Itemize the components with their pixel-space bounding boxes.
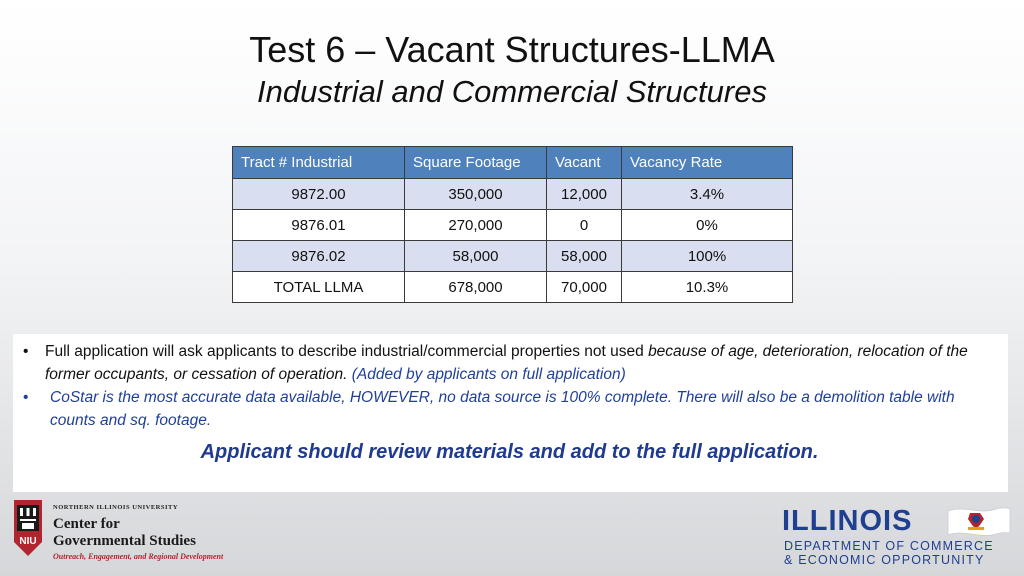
slide-title-block: [0, 28, 1024, 112]
cell-tract: 9872.00: [233, 179, 405, 210]
table-row: [233, 210, 793, 241]
cell-vacancy-rate: 10.3%: [622, 272, 793, 303]
cell-square-footage: 350,000: [405, 179, 547, 210]
bullet-item: [19, 340, 1000, 386]
cell-vacant: 0: [547, 210, 622, 241]
niu-shield-icon: [10, 498, 46, 560]
slide-title: Test 6 – Vacant Structures-LLMA: [249, 29, 775, 70]
dceo-logo: [780, 503, 1016, 565]
table-row: [233, 179, 793, 210]
niu-tagline: Outreach, Engagement, and Regional Development: [53, 552, 224, 561]
cell-tract: 9876.01: [233, 210, 405, 241]
table-row: [233, 241, 793, 272]
table-row-total: [233, 272, 793, 303]
dceo-wordmark: ILLINOIS: [782, 505, 913, 537]
dceo-department-line1: DEPARTMENT OF COMMERCE: [784, 539, 994, 553]
cell-vacant: 58,000: [547, 241, 622, 272]
call-to-action-text: Applicant should review materials and add to the full application.: [200, 441, 819, 463]
bullet-icon: •: [23, 389, 29, 406]
illinois-flag-icon: [946, 503, 1012, 539]
niu-shield-label: NIU: [19, 536, 37, 547]
cell-vacancy-rate: 100%: [622, 241, 793, 272]
bullet-text: CoStar is the most accurate data available, HOWEVER, no data source is 100% complete. There will also be a demolition table with counts and sq. footage.: [50, 389, 955, 429]
bullet-icon: •: [23, 343, 29, 360]
col-header-square-footage: Square Footage: [405, 147, 547, 179]
niu-center-name: [53, 516, 196, 550]
table-header-row: [233, 147, 793, 179]
bullet-text-italic: because of age, deterioration, relocation of the former occupants, or cessation of operation.: [45, 343, 968, 383]
cell-tract: 9876.02: [233, 241, 405, 272]
vacancy-table: [232, 146, 793, 303]
cell-square-footage: 58,000: [405, 241, 547, 272]
cell-vacancy-rate: 3.4%: [622, 179, 793, 210]
niu-center-name-line1: Center for: [53, 516, 120, 532]
dceo-department-line2: & ECONOMIC OPPORTUNITY: [784, 553, 985, 567]
cell-vacancy-rate: 0%: [622, 210, 793, 241]
niu-center-name-line2: Governmental Studies: [53, 533, 196, 549]
col-header-vacant: Vacant: [547, 147, 622, 179]
niu-university-name: NORTHERN ILLINOIS UNIVERSITY: [53, 504, 179, 511]
cell-tract: TOTAL LLMA: [233, 272, 405, 303]
slide-subtitle: Industrial and Commercial Structures: [257, 74, 767, 109]
col-header-tract: Tract # Industrial: [233, 147, 405, 179]
cell-vacant: 70,000: [547, 272, 622, 303]
niu-logo: [10, 498, 260, 568]
bullet-text-note: (Added by applicants on full application): [347, 366, 626, 383]
bullet-text: Full application will ask applicants to describe industrial/commercial properties not used: [45, 343, 649, 360]
notes-box: [13, 334, 1008, 492]
col-header-vacancy-rate: Vacancy Rate: [622, 147, 793, 179]
cell-square-footage: 270,000: [405, 210, 547, 241]
cell-vacant: 12,000: [547, 179, 622, 210]
cell-square-footage: 678,000: [405, 272, 547, 303]
bullet-item: [19, 386, 1000, 432]
